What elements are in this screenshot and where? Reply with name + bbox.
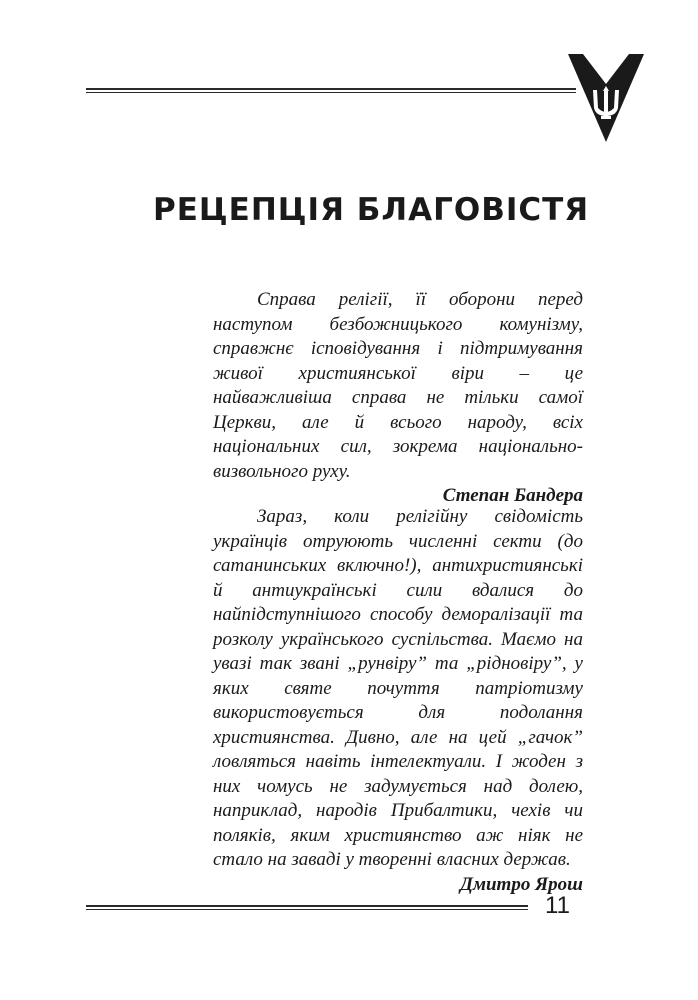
epigraph-quote: [213, 505, 583, 897]
trident-shield-emblem-icon: [568, 50, 644, 142]
quote-text: Зараз, коли релігійну свідомість українців отруюють численні секти (до сатанинських включно!), антихристиянські й антиукраїнські сили вдалися до найпідступнішого способу деморалізації та розколу українського суспільства. Маємо на увазі так звані „рунвіру” та „рідновіру”, у яких святе почуття патріотизму використовується для подолання християнства. Дивно, але на цей „гачок” ловляться навіть інтелектуали. І жоден з них чомусь не задумується над долею, наприклад, народів Прибалтики, чехів чи поляків, яким християнство аж ніяк не стало на заваді у творенні власних держав.: [213, 506, 583, 870]
bottom-divider: [86, 905, 528, 911]
quote-text: Справа релігії, її оборони перед наступом безбожницького комунізму, справжнє ісповідування і підтримування живої християнської віри – це найважливіша справа не тільки самої Церкви, але й всього народу, всіх національних сил, зокрема національно-визвольного руху.: [213, 289, 583, 482]
quote-author: Дмитро Ярош: [459, 873, 583, 895]
chapter-title: РЕЦЕПЦІЯ БЛАГОВІСТЯ: [153, 192, 590, 228]
quote-author: Степан Бандера: [442, 485, 583, 506]
page-number: 11: [545, 892, 570, 919]
epigraph-quote: [213, 288, 583, 508]
top-divider: [86, 88, 576, 94]
